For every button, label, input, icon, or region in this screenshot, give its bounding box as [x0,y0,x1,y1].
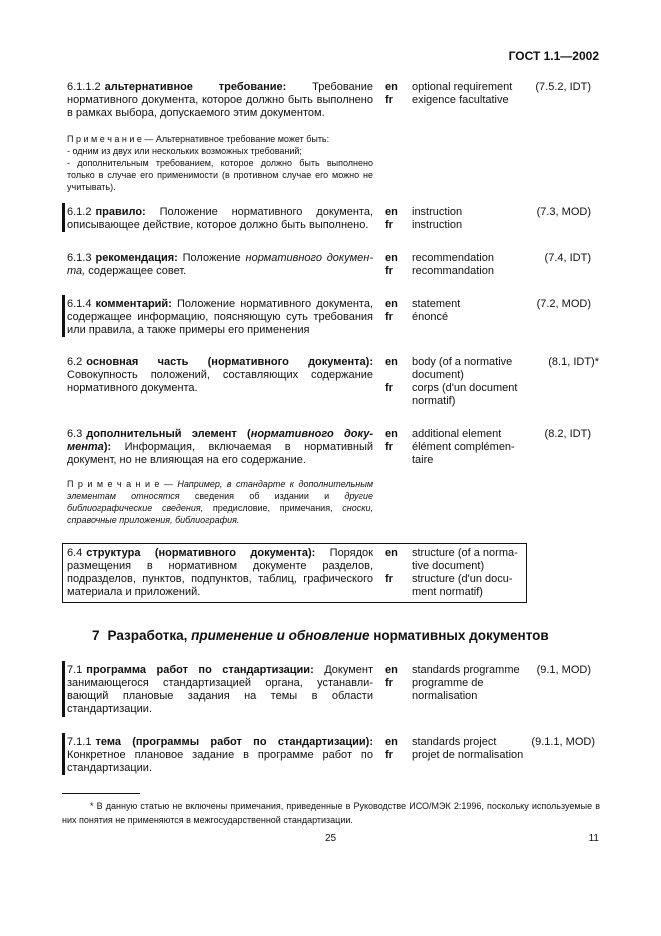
note-item: - одним из двух или нескольких возможных требований; [67,146,302,156]
lang-fr-label: fr [385,94,393,106]
section-heading [92,628,549,643]
lang-en-label: en [385,356,398,368]
note-text: предисловие, примечания, [203,503,343,513]
lang-fr-label: fr [385,382,393,394]
foreign-equivalents [412,356,527,408]
foreign-equivalents [412,736,532,762]
french-equivalent: élément complémen-taire [412,441,515,466]
term-entry-alternative-requirement [67,81,373,120]
term-note [67,133,373,193]
page-number-center: 25 [325,833,337,844]
term-definition: Конкретное плановое задание в программе работ по стандартизации. [67,749,373,774]
section-title-italic: применение и обновление [191,628,370,643]
english-equivalent: recommendation [412,252,494,264]
term-name: основная часть (нормативного документа): [86,356,373,368]
lang-en-label: en [385,206,398,218]
lang-en-label: en [385,664,398,676]
foreign-equivalents [412,81,527,107]
section-title-part: Разработка, [107,628,192,643]
source-reference: (8.2, IDT) [544,428,591,440]
term-name: программа работ по стандартизации: [86,664,314,676]
term-name: рекомендация: [95,252,178,264]
foreign-equivalents [412,664,532,703]
english-equivalent: additional element [412,428,502,440]
document-id-header: ГОСТ 1.1—2002 [508,49,599,63]
term-entry-additional-element [67,428,373,467]
lang-fr-label: fr [385,677,393,689]
language-labels [385,356,399,395]
change-bar [62,733,65,775]
term-number: 6.1.2 [67,206,92,218]
term-name: тема (программы работ по стандартизации): [95,736,373,748]
term-name: альтернативное требование: [104,81,287,93]
lang-en-label: en [385,547,398,559]
foreign-equivalents [412,252,527,278]
section-title-part: нормативных документов [369,628,549,643]
term-number: 7.1 [67,664,83,676]
term-entry-instruction [67,206,373,232]
note-text-italic: сноски, справочные приложения, библиография. [67,503,373,525]
term-definition: Совокупность положений, составляющих содержание нормативного документа. [67,369,373,394]
term-definition: Порядок размещения в нормативном документе разделов, подразделов, пунктов, подпунктов, таблиц, графического материала и приложений. [67,547,373,598]
language-labels [385,736,399,762]
change-bar [62,203,65,232]
lang-fr-label: fr [385,265,393,277]
term-definition: Положение нормативного документа, содержащее информацию, поясняющую суть требования или правила, а также примеры его применения [67,298,373,336]
term-name-part: дополнительный элемент ( [86,428,251,440]
lang-fr-label: fr [385,573,393,585]
term-number: 6.4 [67,547,83,559]
lang-fr-label: fr [385,749,393,761]
term-entry-body [67,356,373,395]
term-entry-standards-project [67,736,373,775]
term-number: 7.1.1 [67,736,92,748]
lang-en-label: en [385,298,398,310]
source-reference: (8.1, IDT)* [548,356,599,368]
footnote: * В данную статью не включены примечания, приведенные в Руководстве ИСО/МЭК 2:1996, поскольку используемые в них понятия не применяются в межгосударственной стандартизации. [62,801,600,825]
lang-en-label: en [385,428,398,440]
term-definition-part: содержащее совет. [85,265,187,277]
term-name: структура (нормативного документа): [86,547,316,559]
term-name-part: ): [103,441,112,453]
note-text-italic: другие библиографические сведения, [67,491,373,513]
change-bar [62,661,65,717]
term-number: 6.1.1.2 [67,81,101,93]
term-name: комментарий: [95,298,172,310]
term-name: правило: [95,206,146,218]
french-equivalent: recommandation [412,265,494,277]
foreign-equivalents [412,298,527,324]
source-reference: (7.3, MOD) [536,206,591,218]
page-number-right: 11 [588,833,599,844]
term-number: 6.3 [67,428,83,440]
term-entry-standards-programme [67,664,373,716]
note-item: - дополнительным требованием, которое должно быть выполнено только в случае его применимости (в противном случае его можно не учитывать). [67,158,373,192]
language-labels [385,206,399,232]
term-definition-italic: нормативного докумен-та, [67,252,373,277]
french-equivalent: corps (d'un document normatif) [412,382,518,407]
language-labels [385,547,399,586]
english-equivalent: body (of a normative document) [412,356,513,381]
french-equivalent: projet de normalisation [412,749,524,761]
lang-fr-label: fr [385,219,393,231]
source-reference: (9.1, MOD) [536,664,591,676]
lang-en-label: en [385,81,398,93]
term-entry-recommendation [67,252,373,278]
term-name-italic: нормативного доку-мента [67,428,373,453]
english-equivalent: statement [412,298,461,310]
term-definition: Положение нормативного документа, описывающее действие, которое должно быть выполнено. [67,206,373,231]
french-equivalent: programme de normalisation [412,677,484,702]
french-equivalent: instruction [412,219,463,231]
english-equivalent: instruction [412,206,463,218]
language-labels [385,298,399,324]
term-entry-structure [67,547,373,599]
lang-en-label: en [385,252,398,264]
note-text: сведения об издании и [179,491,345,501]
source-reference: (7.2, MOD) [536,298,591,310]
term-number: 6.1.3 [67,252,92,264]
language-labels [385,252,399,278]
change-bar [62,295,65,337]
source-reference: (7.4, IDT) [544,252,591,264]
english-equivalent: standards project [412,736,497,748]
english-equivalent: structure (of a norma-tive document) [412,547,518,572]
note-text-italic: Например, в стандарте к дополнительным элементам относятся [67,479,374,501]
lang-en-label: en [385,736,398,748]
term-number: 6.2 [67,356,83,368]
language-labels [385,428,399,454]
note-label: П р и м е ч а н и е — [67,134,154,144]
section-number: 7 [92,628,100,643]
footnote-divider [62,793,140,794]
french-equivalent: énoncé [412,311,449,323]
language-labels [385,664,399,690]
term-definition: Требование нормативного документа, которое должно быть выполнено в рамках выбора, допускаемого этим документом. [67,81,373,119]
term-entry-statement [67,298,373,337]
foreign-equivalents [412,428,527,467]
foreign-equivalents [412,547,520,599]
note-text: Альтернативное требование может быть: [153,134,330,144]
source-reference: (7.5.2, IDT) [535,81,591,93]
note-label: П р и м е ч а н и е — [67,479,173,489]
french-equivalent: structure (d'un docu-ment normatif) [412,573,513,598]
foreign-equivalents [412,206,527,232]
term-definition-part: Положение [177,252,246,264]
term-definition: Информация, включаемая в нормативный документ, но не влияющая на его содержание. [67,441,373,466]
term-note [67,478,373,526]
english-equivalent: optional requirement [412,81,513,93]
french-equivalent: exigence facultative [412,94,509,106]
lang-fr-label: fr [385,441,393,453]
term-definition: Документ занимающегося стандартизацией органа, устанавли-вающий плановые задания на темы в области стандартизации. [67,664,373,715]
term-number: 6.1.4 [67,298,92,310]
language-labels [385,81,399,107]
lang-fr-label: fr [385,311,393,323]
english-equivalent: standards programme [412,664,520,676]
source-reference: (9.1.1, MOD) [531,736,595,748]
